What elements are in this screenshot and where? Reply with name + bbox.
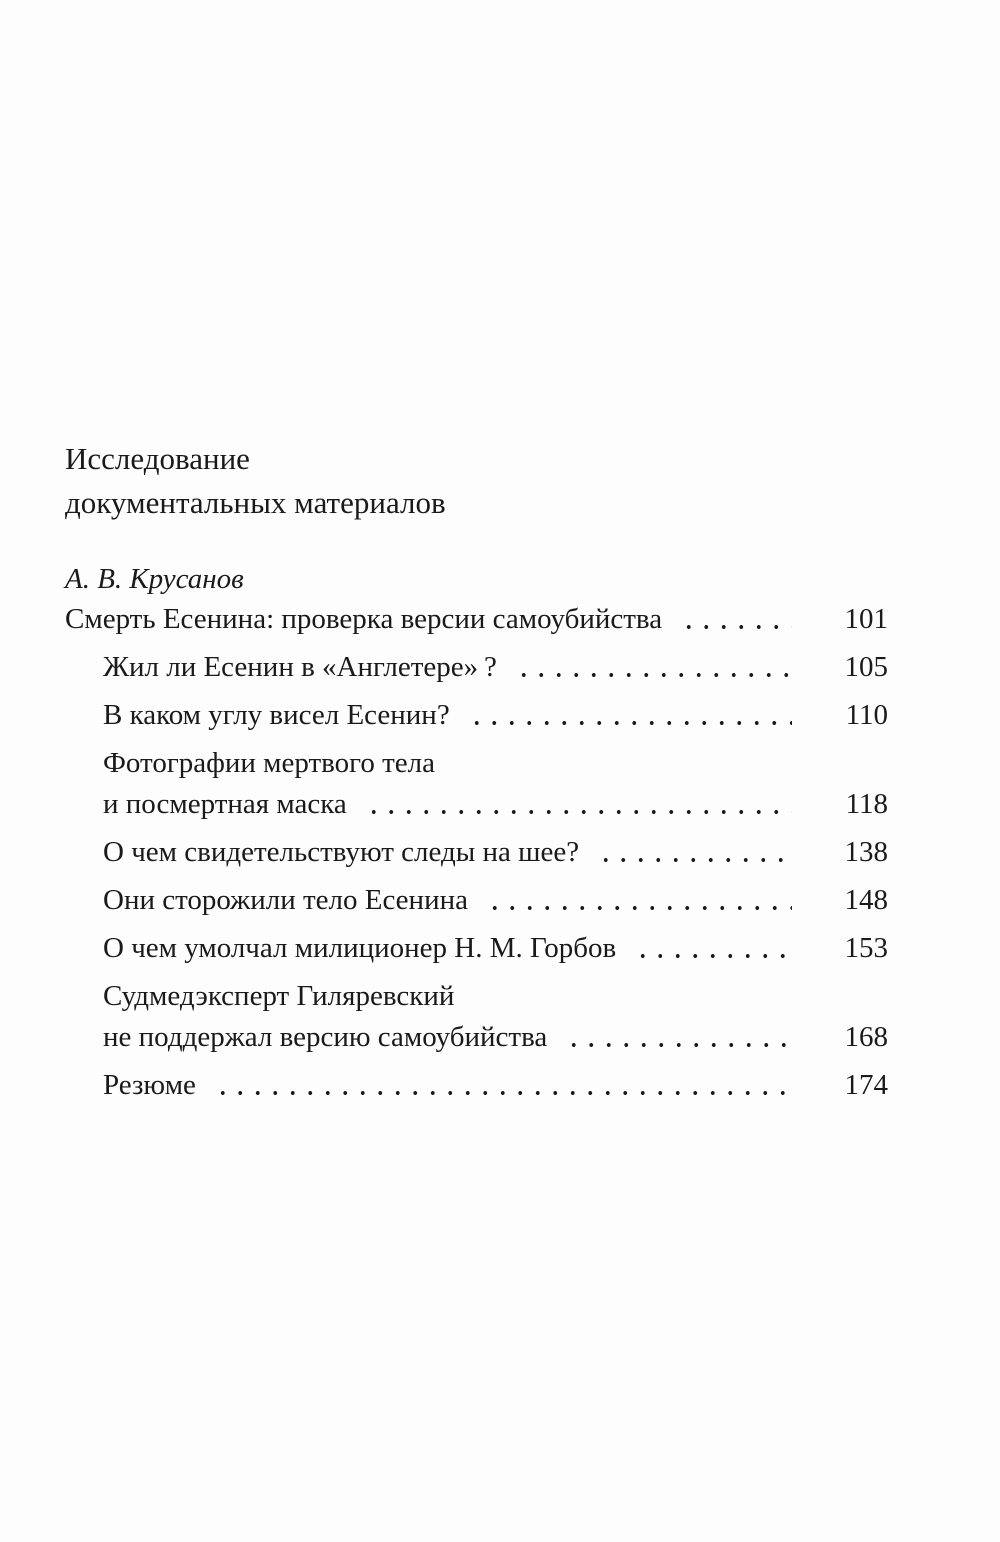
dot-leader — [464, 695, 792, 736]
toc-entry — [65, 1065, 888, 1106]
toc-page-number: 105 — [844, 651, 888, 683]
toc-entry-line — [65, 599, 888, 640]
toc-page-number: 153 — [844, 932, 888, 964]
dot-leader — [630, 928, 792, 969]
dot-leader — [676, 599, 792, 640]
toc-entry-line — [103, 784, 888, 825]
toc-entry-title: Они сторожили тело Есенина — [103, 884, 468, 916]
toc-page-number: 174 — [844, 1069, 888, 1101]
toc-entry-title: Фотографии мертвого тела — [103, 747, 435, 779]
toc-entry-title: Смерть Есенина: проверка версии самоубийства — [65, 603, 663, 635]
toc-entry-title: Жил ли Есенин в «Англетере» ? — [103, 651, 497, 683]
toc-entry — [65, 743, 888, 825]
toc-entry — [65, 832, 888, 873]
toc-entry-line — [103, 695, 888, 736]
toc-page-number: 110 — [845, 699, 888, 731]
dot-leader — [561, 1017, 792, 1058]
section-heading-line-2: документальных материалов — [65, 485, 446, 520]
toc-entry-line — [103, 1017, 888, 1058]
toc-entry — [65, 695, 888, 736]
toc-page-number: 138 — [844, 836, 888, 868]
dot-leader — [511, 647, 792, 688]
toc-entry-title: В каком углу висел Есенин? — [103, 699, 450, 731]
toc-entry-title: О чем умолчал милиционер Н. М. Горбов — [103, 932, 617, 964]
section-heading — [65, 437, 888, 525]
author-name: А. В. Крусанов — [65, 563, 244, 595]
dot-leader — [361, 784, 792, 825]
toc-entry-line — [103, 832, 888, 873]
toc-entry — [65, 880, 888, 921]
toc-page-number: 168 — [844, 1021, 888, 1053]
dot-leader — [593, 832, 792, 873]
toc-entry-title: Резюме — [103, 1069, 196, 1101]
toc-entry — [65, 928, 888, 969]
toc-entry-line — [103, 647, 888, 688]
toc-entry-line — [103, 743, 888, 784]
table-of-contents — [65, 599, 888, 1106]
dot-leader — [482, 880, 792, 921]
toc-entry — [65, 599, 888, 640]
toc-entry — [65, 647, 888, 688]
toc-entry-title-continuation: и посмертная маска — [103, 788, 347, 820]
toc-page-number: 118 — [845, 788, 888, 820]
toc-entry-title: Судмедэксперт Гиляревский — [103, 980, 455, 1012]
toc-entry-line — [103, 1065, 888, 1106]
dot-leader — [210, 1065, 792, 1106]
toc-entry-title: О чем свидетельствуют следы на шее? — [103, 836, 580, 868]
toc-entry-line — [103, 976, 888, 1017]
toc-entry-line — [103, 880, 888, 921]
toc-entry-title-continuation: не поддержал версию самоубийства — [103, 1021, 548, 1053]
toc-page-number: 148 — [844, 884, 888, 916]
section-heading-line-1: Исследование — [65, 441, 250, 476]
toc-entry — [65, 976, 888, 1058]
toc-page-number: 101 — [844, 603, 888, 635]
toc-content-block — [65, 437, 888, 1113]
toc-entry-line — [103, 928, 888, 969]
